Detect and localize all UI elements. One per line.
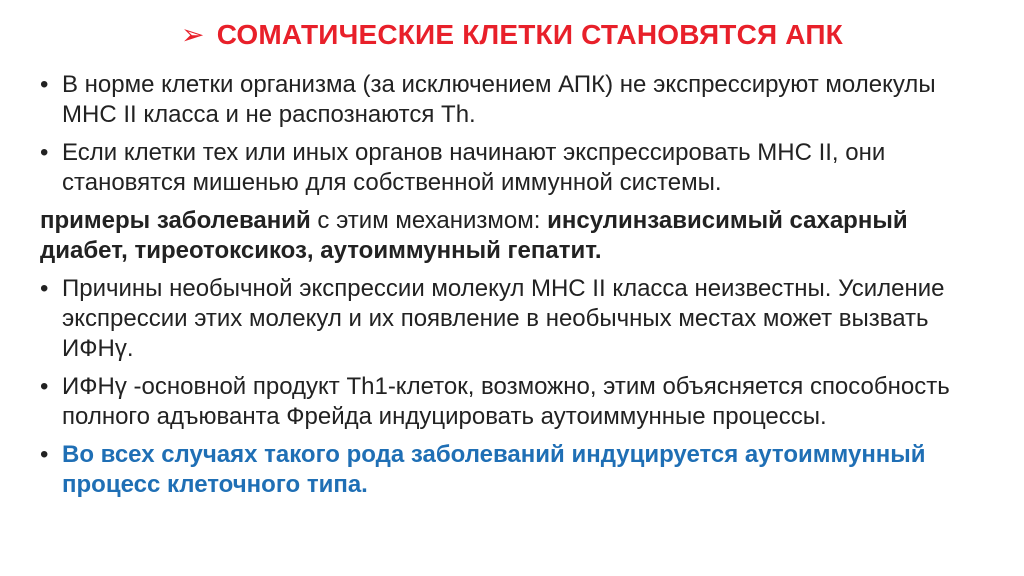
bullet-dot-icon: •	[40, 139, 49, 166]
slide-title-text: СОМАТИЧЕСКИЕ КЛЕТКИ СТАНОВЯТСЯ АПК	[216, 19, 843, 50]
arrow-bullet-icon: ➢	[181, 19, 205, 50]
examples-label: примеры заболеваний	[40, 207, 311, 234]
bullet-dot-icon: •	[40, 275, 49, 302]
slide-title	[0, 18, 1024, 51]
bullet-text: ИФНγ -основной продукт Th1-клеток, возможно, этим объясняется способность полного адъюванта Фрейда индуцировать аутоиммунные процессы.	[62, 373, 950, 430]
bullet-item-5	[40, 440, 980, 500]
bullet-item-2	[40, 138, 980, 198]
bullet-text: Причины необычной экспрессии молекул МНС II класса неизвестны. Усиление экспрессии этих молекул и их появление в необычных местах может вызвать ИФНγ.	[62, 275, 945, 362]
examples-connector: с этим механизмом:	[310, 207, 548, 234]
bullet-item-1	[40, 70, 980, 130]
slide-content	[40, 70, 980, 508]
bullet-dot-icon: •	[40, 71, 49, 98]
bullet-text-highlight: Во всех случаях такого рода заболеваний индуцируется аутоиммунный процесс клеточного типа.	[62, 441, 926, 498]
bullet-text: Если клетки тех или иных органов начинают экспрессировать МНС II, они становятся мишенью для собственной иммунной системы.	[62, 139, 886, 196]
bullet-item-4	[40, 372, 980, 432]
disease-examples	[40, 206, 980, 266]
examples-list: инсулинзависимый сахарный диабет, тиреотоксикоз, аутоиммунный гепатит.	[40, 207, 908, 264]
bullet-dot-icon: •	[40, 441, 49, 468]
bullet-item-3	[40, 274, 980, 364]
bullet-dot-icon: •	[40, 373, 49, 400]
bullet-text: В норме клетки организма (за исключением АПК) не экспрессируют молекулы МНС II класса и не распознаются Th.	[62, 71, 936, 128]
